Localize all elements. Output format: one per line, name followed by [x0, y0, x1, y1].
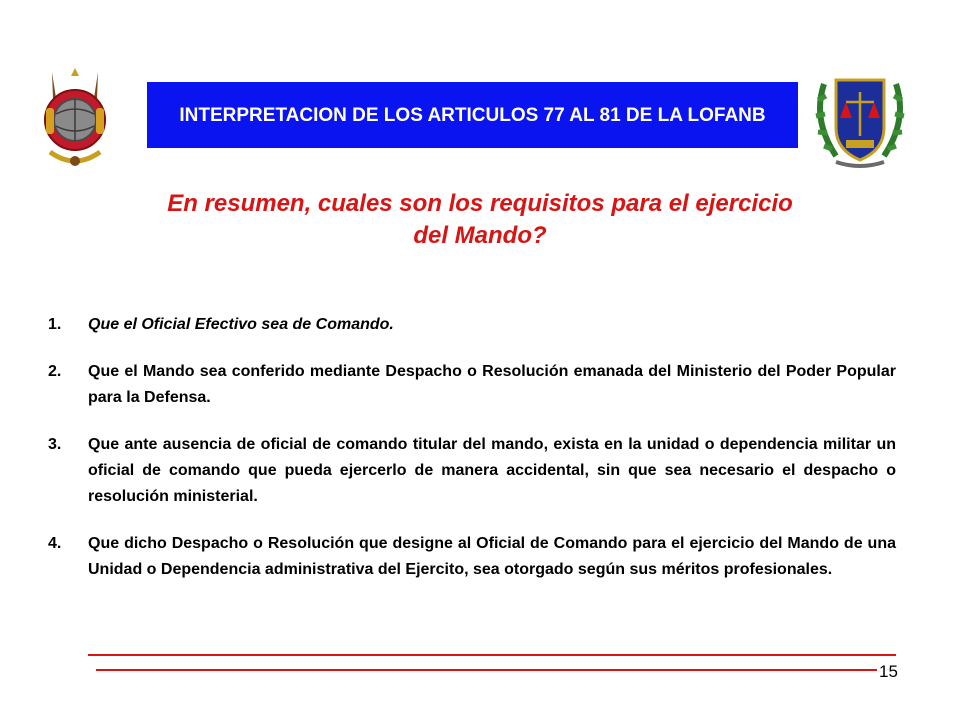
list-item-number: 2. — [48, 363, 62, 380]
list-item-text: Que ante ausencia de oficial de comando titular del mando, exista en la unidad o dependencia militar un oficial de comando que pueda ejercerlo de manera accidental, sin que sea necesario el despacho o resolución ministerial. — [88, 436, 896, 505]
list-item-text: Que el Oficial Efectivo sea de Comando. — [88, 316, 394, 333]
list-item-number: 3. — [48, 436, 62, 453]
page-number: 15 — [879, 662, 898, 681]
list-item — [48, 359, 896, 411]
list-item-number: 1. — [48, 316, 62, 333]
footer-divider-top — [88, 654, 896, 656]
list-item — [48, 312, 896, 338]
list-item — [48, 432, 896, 510]
footer-divider-bottom — [96, 669, 877, 671]
army-emblem-icon — [32, 64, 118, 176]
summary-question: En resumen, cuales son los requisitos para el ejercicio del Mando? — [167, 190, 793, 249]
page-title: INTERPRETACION DE LOS ARTICULOS 77 AL 81 DE LA LOFANB — [179, 104, 766, 126]
list-item-text: Que dicho Despacho o Resolución que designe al Oficial de Comando para el ejercicio del Mando de una Unidad o Dependencia administrativa del Ejercito, sea otorgado según sus méritos profesionales. — [88, 535, 896, 578]
list-item-text: Que el Mando sea conferido mediante Despacho o Resolución emanada del Ministerio del Poder Popular para la Defensa. — [88, 363, 896, 406]
requirements-list — [48, 312, 896, 604]
list-item-number: 4. — [48, 535, 62, 552]
list-item — [48, 531, 896, 583]
justice-emblem-icon — [806, 70, 914, 170]
title-banner — [147, 82, 798, 148]
